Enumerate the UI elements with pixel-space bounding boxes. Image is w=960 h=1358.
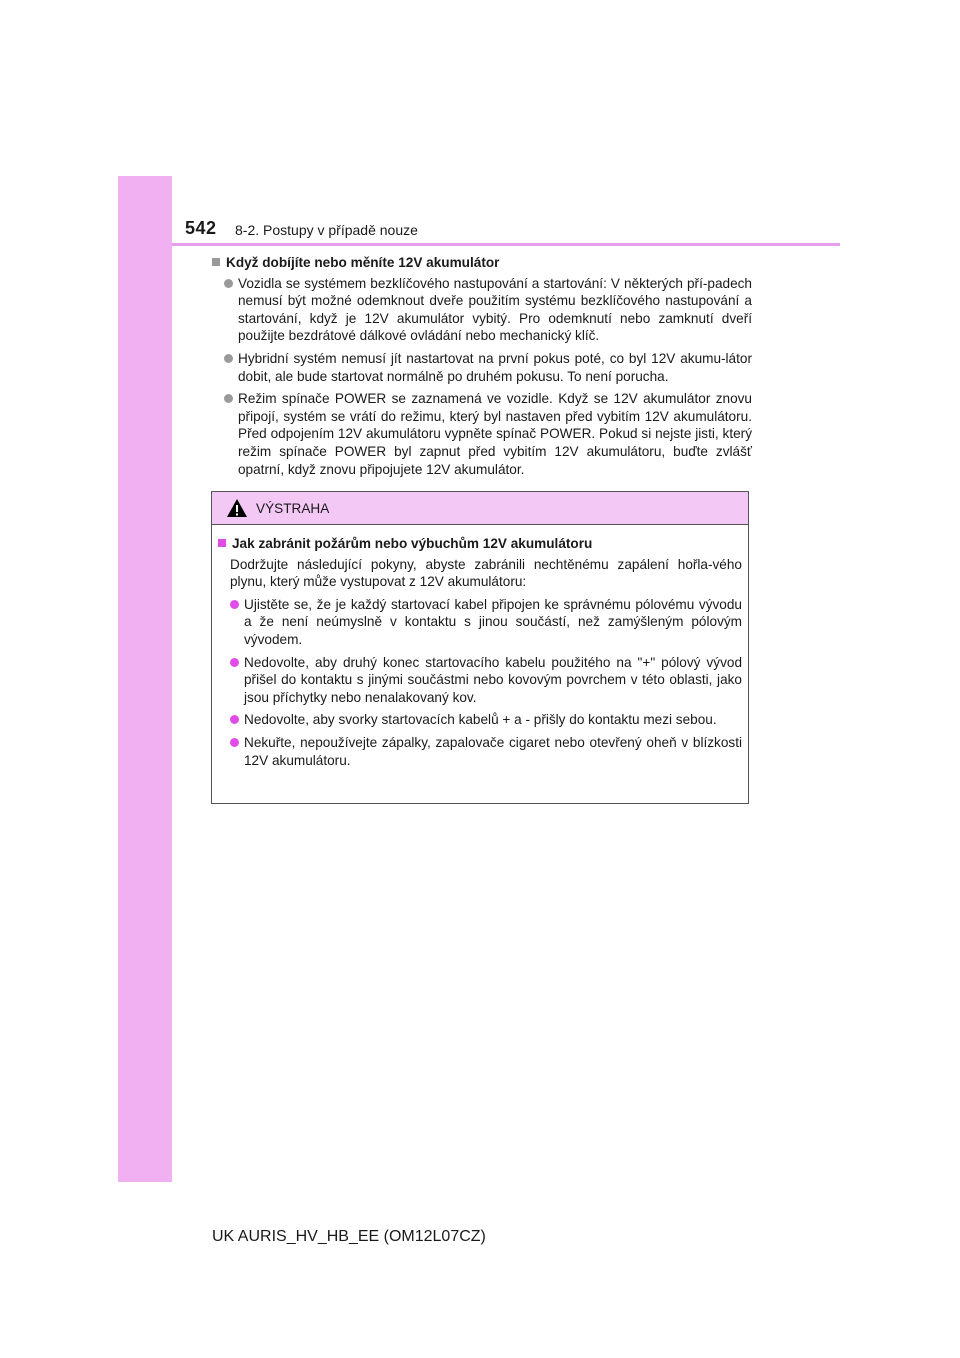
list-item-text: Nedovolte, aby druhý konec startovacího kabelu použitého na "+" pólový vývod přišel do kontaktu s jinými součástmi nebo kovovým povrchem v této oblasti, jako jsou příchytky nebo nenalakovaný kov. [244, 654, 742, 705]
square-bullet-icon [212, 258, 220, 266]
header-divider [172, 243, 840, 246]
list-item [230, 734, 742, 769]
circle-bullet-icon [224, 394, 233, 403]
circle-bullet-icon [224, 354, 233, 363]
warning-box [211, 491, 749, 804]
list-item [224, 390, 752, 478]
circle-bullet-icon [230, 715, 239, 724]
footer-model-code: UK AURIS_HV_HB_EE (OM12L07CZ) [212, 1228, 486, 1245]
section-heading [212, 254, 752, 272]
list-item [230, 654, 742, 707]
warning-body [212, 525, 748, 769]
list-item-text: Ujistěte se, že je každý startovací kabel připojen ke správnému pólovému vývodu a že není neúmyslně v kontaktu s jinou součástí, než zamýšleným pólovým vývodem. [244, 596, 742, 647]
main-content [212, 254, 752, 483]
warning-triangle-icon [226, 498, 248, 518]
circle-bullet-icon [224, 279, 233, 288]
list-item [224, 350, 752, 385]
warning-intro: Dodržujte následující pokyny, abyste zabránili nechtěnému zapálení hořla-vého plynu, který může vystupovat z 12V akumulátoru: [230, 556, 742, 590]
list-item-text: Režim spínače POWER se zaznamená ve vozidle. Když se 12V akumulátor znovu připojí, systém se vrátí do režimu, který byl nastaven před vybitím 12V akumulátoru. Před odpojením 12V akumulátoru vypněte spínač POWER. Pokud si nejste jisti, který režim spínače POWER byl zapnut před vybitím 12V akumulátoru, buďte zvlášť opatrní, když znovu připojujete 12V akumulátor. [238, 391, 752, 477]
warning-heading-text: Jak zabránit požárům nebo výbuchům 12V akumulátoru [232, 536, 593, 551]
list-item-text: Nedovolte, aby svorky startovacích kabelů + a - přišly do kontaktu mezi sebou. [244, 712, 717, 728]
list-item [224, 275, 752, 345]
warning-heading [218, 535, 742, 553]
circle-bullet-icon [230, 600, 239, 609]
list-item [230, 711, 742, 729]
list-item-text: Hybridní systém nemusí jít nastartovat na první pokus poté, co byl 12V akumu-látor dobit, ale bude startovat normálně po druhém pokusu. To není porucha. [238, 350, 752, 384]
page-number: 542 [185, 218, 217, 238]
section-heading-text: Když dobíjíte nebo měníte 12V akumulátor [226, 255, 500, 270]
warning-label: VÝSTRAHA [256, 500, 330, 516]
list-item-text: Vozidla se systémem bezklíčového nastupování a startování: V některých pří-padech nemusí být možné odemknout dveře použitím systému bezklíčového nastupování a startování, když je 12V akumulátor vybitý. Pro odemknutí nebo zamknutí dveří použijte bezdrátové dálkové ovládání nebo mechanický klíč. [238, 275, 752, 344]
circle-bullet-icon [230, 738, 239, 747]
square-bullet-icon [218, 539, 226, 547]
warning-header [212, 492, 748, 525]
list-item [230, 596, 742, 649]
circle-bullet-icon [230, 658, 239, 667]
list-item-text: Nekuřte, nepoužívejte zápalky, zapalovače cigaret nebo otevřený oheň v blízkosti 12V akumulátoru. [244, 734, 742, 768]
side-color-band [118, 176, 172, 1182]
chapter-title: 8-2. Postupy v případě nouze [235, 222, 418, 238]
